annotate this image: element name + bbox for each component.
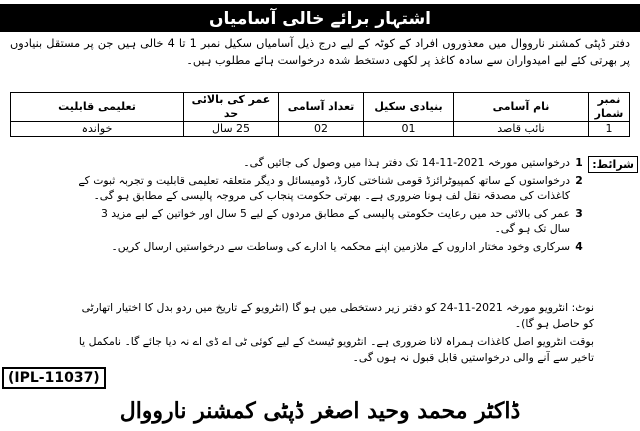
signature-line: ڈاکٹر محمد وحید اصغر ڈپٹی کمشنر نارووال [119, 397, 521, 424]
condition-text: سرکاری وخود مختار اداروں کے ملازمین اپنے محکمہ یا ادارے کی وساطت سے درخواستیں ارسال کریں۔ [111, 239, 570, 253]
cell-qualification: خواندہ [11, 122, 184, 137]
note-documents: بوقت انٹرویو اصل کاغذات ہمراہ لانا ضروری ہے۔ انٹرویو ٹیسٹ کے لیے کوئی ٹی اے ڈی اے نہ دیا جائے گا۔ نامکمل یا تاخیر سے آنے والی درخواستیں قابل قبول نہ ہوں گی۔ [78, 335, 594, 364]
header-basic-scale: بنیادی سکیل [364, 93, 454, 122]
condition-number: 3 [575, 206, 583, 220]
notes [78, 300, 594, 368]
ipl-code: (IPL-11037) [2, 367, 106, 389]
header-serial: نمبر شمار [589, 93, 630, 122]
condition-text: درخواستوں کے ساتھ کمپیوٹرائزڈ قومی شناختی کارڈ، ڈومیسائل و دیگر متعلقہ تعلیمی قابلیت و تجربہ ثبوت کے کاغذات کی مصدقہ نقل لف ہونا ضروری ہے۔ بھرتی حکومت پنجاب کی مروجہ پالیسی کے مطابق ہو گی۔ [78, 173, 570, 202]
list-item [78, 155, 588, 171]
table-row [11, 122, 630, 137]
cell-basic-scale: 01 [364, 122, 454, 137]
table-header-row [11, 93, 630, 122]
list-item [78, 239, 588, 255]
intro-text: دفتر ڈپٹی کمشنر نارووال میں معذوروں افراد کے کوٹہ کے لیے درج ذیل آسامیاں سکیل نمبر 1 تا 4 خالی ہیں جن پر مستقل بنیادوں پر بھرتی کئے لیے امیدواران سے سادہ کاغذ پر لکھی دستخط شدہ درخواست ہائے مطلوب ہیں۔ [10, 37, 630, 67]
vacancy-table [10, 92, 630, 137]
condition-number: 2 [575, 173, 583, 187]
condition-number: 1 [575, 156, 583, 169]
conditions-label: شرائط: [588, 156, 638, 173]
header-post-name: نام آسامی [454, 93, 589, 122]
cell-post-count: 02 [279, 122, 364, 137]
list-item [78, 173, 588, 204]
condition-text: عمر کی بالائی حد میں رعایت حکومتی پالیسی کے مطابق مردوں کے لیے 5 سال اور خواتین کے لیے مزید 3 سال تک ہو گی۔ [100, 206, 570, 235]
banner-title: اشتہار برائے خالی آسامیاں [0, 4, 640, 32]
condition-number: 4 [575, 239, 583, 253]
header-post-count: تعداد آسامی [279, 93, 364, 122]
condition-text: درخواستیں مورخہ 2021-11-14 تک دفتر ہذا میں وصول کی جائیں گی۔ [243, 156, 570, 169]
header-qualification: تعلیمی قابلیت [11, 93, 184, 122]
cell-serial: 1 [589, 122, 630, 137]
header-age-limit: عمر کی بالائی حد [184, 93, 279, 122]
cell-post-name: نائب قاصد [454, 122, 589, 137]
note-interview: نوٹ: انٹرویو مورخہ 2021-11-24 کو دفتر زیر دستخطی میں ہو گا (انٹرویو کے تاریخ میں ردو بدل کا اختیار اتھارٹی کو حاصل ہو گا)۔ [81, 301, 594, 330]
list-item [78, 206, 588, 237]
cell-age-limit: 25 سال [184, 122, 279, 137]
conditions-list [78, 155, 588, 256]
